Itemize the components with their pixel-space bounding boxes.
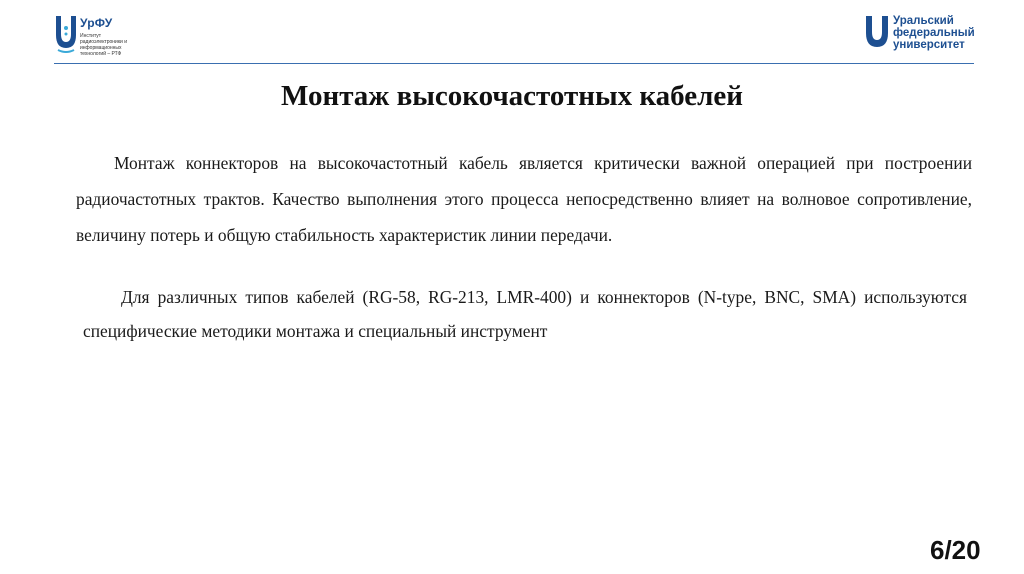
urfu-irit-logo xyxy=(54,14,144,58)
university-name-line1: Уральский xyxy=(893,15,954,27)
header-divider xyxy=(54,63,974,64)
institute-name: Институт радиоэлектроники и информационных технологий – РТФ xyxy=(80,33,128,57)
body-paragraph-2: Для различных типов кабелей (RG-58, RG-213, LMR-400) и коннекторов (N-type, BNC, SMA) используются специфические методики монтажа и специальный инструмент xyxy=(83,287,967,341)
slide-title: Монтаж высокочастотных кабелей xyxy=(281,80,743,112)
university-name-line3: университет xyxy=(893,39,965,51)
urfu-emblem-icon xyxy=(864,14,890,50)
university-name-line2: федеральный xyxy=(893,27,975,39)
urfu-university-logo xyxy=(864,14,984,54)
university-name xyxy=(893,15,975,51)
body-paragraph-1: Монтаж коннекторов на высокочастотный кабель является критически важной операцией при построении радиочастотных трактов. Качество выполнения этого процесса непосредственно влияет на волновое сопротивление, величину потерь и общую стабильность характеристик линии передачи. xyxy=(76,153,972,245)
urfu-brand-text: УрФУ xyxy=(80,16,113,30)
page-number: 6/20 xyxy=(930,535,981,565)
urfu-emblem-icon xyxy=(54,14,78,54)
